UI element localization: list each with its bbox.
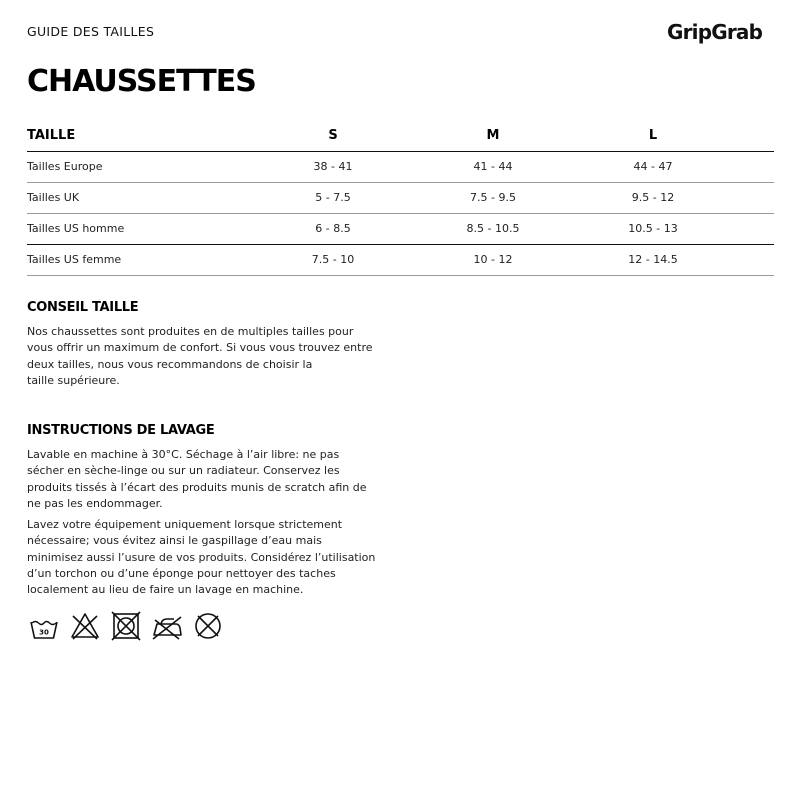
cell-s: 7.5 - 10 (253, 244, 413, 275)
header-m: M (413, 120, 573, 151)
text-line: d’un torchon ou d’une éponge pour nettoyer des taches (27, 566, 336, 580)
text-line: taille supérieure. (27, 373, 120, 387)
table-header-row (27, 120, 774, 151)
cell-s: 6 - 8.5 (253, 213, 413, 244)
cell-spacer (733, 213, 774, 244)
brand-logo: GripGrab (667, 20, 763, 44)
header-s: S (253, 120, 413, 151)
cell-m: 10 - 12 (413, 244, 573, 275)
washing-paragraph-2 (27, 517, 397, 598)
cell-l: 9.5 - 12 (573, 182, 733, 213)
page-title: CHAUSSETTES (27, 64, 256, 99)
cell-l: 10.5 - 13 (573, 213, 733, 244)
cell-spacer (733, 244, 774, 275)
cell-m: 7.5 - 9.5 (413, 182, 573, 213)
size-advice-heading: CONSEIL TAILLE (27, 300, 139, 315)
text-line: Lavable en machine à 30°C. Séchage à l’air libre: ne pas (27, 448, 340, 461)
header-l: L (573, 120, 733, 151)
washing-paragraph-1 (27, 447, 397, 512)
size-advice-text (27, 324, 397, 389)
cell-s: 5 - 7.5 (253, 182, 413, 213)
cell-l: 44 - 47 (573, 151, 733, 182)
wash-30-icon (29, 611, 59, 641)
row-label: Tailles UK (27, 182, 253, 213)
wash-temperature: 30 (39, 628, 49, 637)
table-row (27, 213, 774, 244)
row-label: Tailles Europe (27, 151, 253, 182)
no-tumble-dry-icon (111, 611, 141, 641)
cell-spacer (733, 151, 774, 182)
text-line: minimisez aussi l’usure de vos produits. Considérez l’utilisation (27, 550, 376, 564)
text-line: deux tailles, nous vous recommandons de choisir la (27, 357, 313, 371)
size-table (27, 120, 774, 276)
table-row (27, 151, 774, 182)
text-line: Lavez votre équipement uniquement lorsque strictement (27, 518, 343, 531)
no-iron-icon (152, 611, 182, 641)
row-label: Tailles US femme (27, 244, 253, 275)
guide-label: GUIDE DES TAILLES (27, 24, 155, 39)
text-line: localement au lieu de faire un lavage en machine. (27, 583, 304, 597)
cell-s: 38 - 41 (253, 151, 413, 182)
header-size: TAILLE (27, 120, 253, 151)
text-line: sécher en sèche-linge ou sur un radiateur. Conservez les (27, 464, 340, 478)
cell-m: 8.5 - 10.5 (413, 213, 573, 244)
cell-m: 41 - 44 (413, 151, 573, 182)
cell-l: 12 - 14.5 (573, 244, 733, 275)
cell-spacer (733, 182, 774, 213)
no-bleach-icon (70, 611, 100, 641)
no-dry-clean-icon (193, 611, 223, 641)
header-spacer (733, 120, 774, 151)
table-row (27, 244, 774, 275)
care-icons (29, 611, 223, 641)
table-row (27, 182, 774, 213)
text-line: vous offrir un maximum de confort. Si vous vous trouvez entre (27, 341, 373, 355)
washing-heading: INSTRUCTIONS DE LAVAGE (27, 423, 215, 438)
row-label: Tailles US homme (27, 213, 253, 244)
text-line: ne pas les endommager. (27, 496, 163, 510)
text-line: nécessaire; vous évitez ainsi le gaspillage d’eau mais (27, 534, 322, 548)
text-line: Nos chaussettes sont produites en de multiples tailles pour (27, 325, 354, 338)
text-line: produits tissés à l’écart des produits munis de scratch afin de (27, 480, 367, 494)
